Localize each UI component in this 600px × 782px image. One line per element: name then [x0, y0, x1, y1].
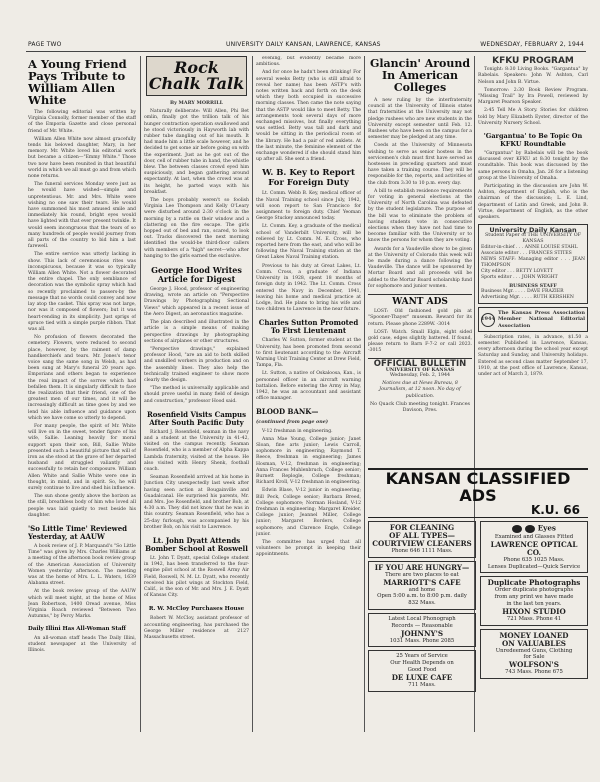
key-para-1: Lt. Comm. Webb B. Key, medical officer of the Naval Training school since July, 1942, will soon report to San Francisco for assignment to foreign duty. Chief Yeoman George Stuckey announced today.	[256, 191, 361, 222]
white-para-2: William Allen White now almost gracefully tends his beloved daughter, Mary, in her memory. Mr. White loved his editorial work but became a citizen—"Emmy White." Those two now have been reunited in that beautiful world in which we all must go and from which none returns.	[28, 136, 136, 180]
white-para-5: No profusion of flowers decorated the cemetery. Flowers, were reduced to second place, however, by the raiment of damp handkerchiefs and tears. Mr. Jones's tenor voice sang the same song in Welsh, as had been sung at Mary's funeral 20 years ago. Emporians and others began to experience the real impact of the sorrow which had befallen them. It is singularly difficult to face the realization that their friend, one of the greatest men of our times, and it will be increasingly difficult as time goes by and we lend his able influence and guidance upon which we have come so utterly to depend.	[28, 335, 136, 421]
mccloy-headline: R. W. McCloy Purchases House	[148, 606, 245, 613]
business-staff-title: BUSINESS STAFF	[509, 283, 557, 290]
column-3	[256, 56, 361, 732]
staff-line-4: City editor . . . BETTY LOVETT	[481, 269, 554, 275]
aauw-para-1: A book review of J. P. Marquand's "So Little Time" was given by Mrs. Charles Williams at a meeting of the afternoon book review group of the American Association of University Women yesterday afternoon. The meeting was at the home of Mrs. L. L. Waters, 1639 Alabama street.	[28, 544, 136, 587]
kfku-para-3: 2:45 Tell Me A Story. Stories for children told by Mary Elizabeth Eyster, director of the University Nursery School.	[478, 108, 588, 126]
blood-bank-continued: (continued from page one)	[256, 419, 329, 426]
ad-hixon-studio: Duplicate Photographs Order duplicate photographs from any print we have made in the last ten years. HIXON STUDIO 721 Mass. Phone 41	[480, 576, 588, 625]
ad-wolfsons: MONEY LOANED ON VALUABLES Unredeemed Guns, Clothing for Sale WOLFSON'S 743 Mass. Phone 675	[480, 629, 588, 679]
rosenfield-para-1: Richard J. Rosenfield, seaman in the navy and a student at the University in 41-42, visited on the campus recently. Seaman Rosenfield, who is a member of Alpha Kappa Lambda fraternity, visited at the house. He also visited with Henry Shenk, football coach.	[144, 429, 249, 472]
want-ads-title: WANT ADS	[368, 294, 472, 306]
key-para-2: Lt. Comm. Key, a graduate of the medical school of Vanderbilt University, will be relieved by Lt. Comm. M. E. Cross, who reported here from the east, and who will be following the Naval Training station at the Great Lakes Naval Training station.	[256, 224, 361, 261]
hood-para-1: George J. Hood, professor of engineering drawing, wrote an article on "Perspective Drawings by Photographing Sectional Views" which appeared in a recent issue of the Aero Digest, an aeronautics magazine.	[144, 287, 249, 317]
bulletin-date: Wednesday, Feb. 2, 1944	[389, 372, 451, 378]
white-tribute-headline: A Young Friend Pays Tribute to William Allen White	[28, 57, 127, 107]
key-para-3: Previous to his duty at Great Lakes, Lt. Comm. Cross, a graduate of Indiana University in 1928, spent 18 months of foreign duty in 1942. The Lt. Comm. Cross entered the Navy in December, 1941, leaving his home and medical practice at Lodge, Ind. He plans to bring his wife and two children to Lawrence in the near future.	[256, 263, 361, 313]
glancin-para-4: Awards for a Vaudeville show to be given at the University of Colorado this week will be made during a dance following the Vaudeville. The dance will be sponsored by Mortar Board and all proceeds will be added to the Mortar Board scholarship fund for sophomore and junior women.	[368, 246, 472, 289]
column-5	[478, 56, 588, 464]
george-hood-headline: George Hood Writes Article for Digest	[151, 265, 242, 285]
hood-para-2: The plan described and illustrated in the article is a simple means of making perspective drawings by photographing sections of airplanes or other structures.	[144, 320, 249, 344]
bulletin-subtitle: UNIVERSITY OF KANSAS	[385, 366, 455, 373]
classified-phone: K.U. 66	[530, 503, 580, 517]
official-bulletin-title: OFFICIAL BULLETIN	[368, 358, 472, 367]
gargantua-para-2: Participating in the discussion are John W. Ashton, department of English, who is the chairman of the discussion; L. E. Lind, department of Latin and Greek, and John B. Virtue, department of English, as the other speakers.	[478, 184, 588, 221]
col3-para-1: evening, but evidently became more ambitious.	[256, 56, 361, 68]
white-para-6: For many people, the spirit of Mr. White will live on in the sweet, tender figure of his wife, Sallie. Leaning heavily for moral support upon their son, Bill, Sallie White presented such a beautiful picture that will of iron as she stood at the grave of her departed husband and struggled valiantly and successfully to retain her composure. William Allen White and Sallie White were one in thought, in mind, and in spirit. So, he will surely continue to live and shed his influence.	[28, 423, 136, 491]
glancin-para-2: Coeds at the University of Minnesota wishing to serve as senior hostess in the servicemen's club must first have served as hostesses in preceding quarters and must have taken a training course. They will be responsible for the, reports, and activities of the club from 3:30 to 10 p.m. every day.	[368, 143, 472, 186]
gargantua-headline: 'Gargantua' to Be Topic On KFKU Roundtable	[483, 132, 583, 148]
sutton-para-1: Charles W. Sutton, former student at the University, has been promoted from second to first lieutenant according to the Aircraft Warning Unit Training Center at Drew Field, Tampa, Fla.	[256, 338, 361, 369]
column-4	[368, 56, 472, 464]
ad-lawrence-optical: Eyes Examined and Glasses Fitted LAWRENCE OPTICAL CO. Phone 635 1025 Mass. Lenses Duplicated—Quick Service	[480, 521, 588, 573]
classified-section	[368, 468, 588, 730]
illini-para-1: An all-woman staff heads The Daily Illini, student newspaper at the University of Illinois.	[28, 635, 136, 654]
classified-header	[368, 468, 588, 518]
staff-line-2: Associate editor . . . FRANCES STITES	[481, 251, 572, 257]
blood-para-2: Anna Mae Young, College junior; Janet Sloan, fine arts junior; Lewis Carroll, sophomore in engineering; Raymond T. Reece, freshman in engineering; James Hosman, V-12, freshman in engineering; Anna Frances Muhlenbruch, College senior; Burnett Replogle, College freshman; Richard Kroll, V-12 freshman in engineering.	[256, 436, 361, 486]
sutton-headline: Charles Sutton Promoted To First Lieutenant	[258, 318, 359, 336]
rosenfield-para-2: Seaman Rosenfield arrived at his home in Junction City unexpectedly last week after having seen action at Bougainville and Guadalcanal. He surprised his parents, Mr. and Mrs. Joe Rosenfield, and brother Bob, at 4:30 a.m. They did not know that he was in this country. Seaman Rosenfield, who has a 25-day furlough, was accompanied by his brother Bob, on his visit to Lawrence.	[144, 475, 249, 530]
kfku-para-1: Tonight: 8:30 Living Books. "Gargantua" by Rabelais. Speakers: John W. Ashton, Carl Nelson and John B. Virtue.	[478, 67, 588, 85]
glancin-para-3: A bill to establish residence requirements for voting in general elections at the University of North Carolina was defeated by the student legislature. The purpose of the bill was to eliminate the problem of having students vote in consecutive elections when they have not had time to become familiar with the University or to know the persons for whom they are voting.	[368, 188, 472, 244]
rock-chalk-talk-title: Rock Chalk Talk	[146, 56, 247, 96]
white-para-3: The funeral services Monday were just as he would have wished—simple and unpretentious. Mr. and Mrs. White were wishing no one saw their tears. He would have summoned his most amused smile and immediately his round, bright eyes would have lighted with that ever present twinkle. It would seem incongruous that the tears of so many hundreds of people would journey from all parts of the country to bid him a last farewell.	[28, 182, 136, 250]
blood-bank-headline: BLOOD BANK—	[256, 407, 319, 417]
rosenfield-headline: Rosenfield Visits Campus After South Pacific Duty	[146, 409, 247, 427]
blood-para-3: Edwin Blase, V-12 junior in engineering; Bill Peck, College senior; Barbara Breed, College sophomore; Norman Hosland, V-12 freshman in engineering; Margaret Kreider, College junior; Jeannel Miller, College junior; Margaret Borders, College sophomore; and Clarence Engle, College junior.	[256, 488, 361, 537]
rct-para-2: The boys probably weren't so foolish Virginia Lee Thompson and Kelly O'Leary were disturbed around 2:30 o'clock in the morning by a rattle on their window and a clattering on the fire escape. The girls hopped out of bed and ran, scared, to look out. Tracks discovered the next morning identified the would-be third-floor callers with members of a "high" secret—who after hanging to the girls earned the exclusive.	[144, 198, 249, 259]
gargantua-para-1: "Gargantua" by Rabelais will be the book discussed over KFKU at 8:30 tonight by the roundtable. This book was discussed by the same persons in Omaha, Jan. 26 for a listening group at the University of Omaha.	[478, 151, 588, 181]
column-2	[144, 56, 249, 732]
blood-para-1: V-12 freshman in engineering.	[262, 428, 333, 434]
staff-line-5: Sports editor . . . JOHN WRIGHT	[481, 275, 558, 281]
ad-marriotts-cafe: IF YOU ARE HUNGRY— There are two places to eat MARRIOTT'S CAFE and home Open 5:00 a.m. to 8:00 p.m. daily 832 Mass.	[368, 561, 476, 610]
white-para-7: The sun shone gently above the horizon as the still, breathless body of him who loved all people was laid quietly to rest beside his daughter.	[28, 494, 136, 518]
hood-para-3: "Perspective drawings," explained professor Hood, "are an aid to both skilled and unskilled workers in production and on the assembly lines. They also help the technically trained engineer to show more clearly the design.	[144, 346, 249, 383]
classified-title: KANSAN CLASSIFIED ADS	[385, 469, 571, 505]
dyatt-para-1: Lt. John T. Dyatt, special College student in 1942, has been transferred to the four-engine pilot school at the Roswell Army Air Field, Roswell, N. M. Lt. Dyatt, who recently received his pilot wings at Stockton Field, Calif., is the son of Mr. and Mrs. J. E. Dyatt of Kansas City.	[144, 555, 249, 599]
classified-left-column	[368, 521, 476, 695]
masthead-box	[478, 224, 588, 304]
udk-title: University Daily Kansan	[489, 226, 577, 235]
sutton-para-2: Lt. Sutton, a native of Oskaloosa, Kan., is personnel officer in an aircraft warning battalion. Before entering the Army in May, 1942, he was an accountant and assistant office manager.	[256, 371, 361, 402]
staff-line-3: NEWS STAFF: Managing editor . . . JEAN THOMPSON	[481, 257, 585, 269]
so-little-time-headline: 'So Little Time' Reviewed Yesterday, at AAUW	[28, 524, 128, 541]
hood-para-4: "The method is universally applicable and should prove useful in many field of design and construction," professor Hood said.	[144, 386, 249, 404]
badge-text: The Kansas Press Association Member National Editorial Association	[498, 310, 585, 329]
subscription-info: Subscription rates, in advance, $1.50 a semester. Published in Lawrence, Kansas, every afternoon during the school year except Saturday and Sunday, and University holidays. Entered as second class matter September 17, 1910, at the post office of Lawrence, Kansas, under act of March 3, 1879.	[478, 334, 588, 378]
ad-de-luxe-cafe: 25 Years of Service Our Health Depends on Good Food DE LUXE CAFE 711 Mass.	[368, 650, 476, 691]
business-line-1: Business Mgr. . . . . DAVE FRAZIER	[481, 289, 564, 295]
page-number: PAGE TWO	[28, 41, 62, 48]
eyes-icon	[512, 524, 536, 534]
page-header	[26, 40, 586, 52]
rock-chalk-byline: By MARY MORRILL	[170, 100, 223, 106]
col3-para-2: And for once he hadn't been drinking! For several weeks Betty (who is still afraid to reveal her name) has been ASTP's with notes written back and forth on the desk which they both occupied in successive morning classes. Then came the note saying that the ASTP would like to meet Betty. The arrangements took several days of more exchanged missives, but finally everything was settled. Betty was tall and dark and would be sitting in the periodical room of the library. He had a pair of red anklets. At the last minute, the feminine element of the exchange wondered if she should stand him up after all. She sent a friend.	[256, 70, 361, 163]
glancin-para-1: A new ruling by the interfraternity council at the University of Illinois states that fraternities at the University may not pledge rushees who are new students in the University except semester until Feb. 12. Rushees who have been on the campus for a semester may be pledged at any time.	[368, 98, 472, 141]
want-ad-2: LOST: Watch. Small Elgin, eight sided gold case, edges slightly battered. If found, please return to Barn F-7-2 or call 2023. -3015	[368, 329, 472, 354]
blood-para-4: The committee has urged that all volunteers be prompt in keeping their appointments.	[256, 540, 361, 558]
white-para-1: The following editorial was written by Virginia Connolly, former member of the staff of the Emporia Gazette and close personal friend of Mr. White.	[28, 110, 136, 134]
badge-seal-icon: 1944	[481, 313, 495, 327]
bulletin-note: Notices due at News Bureau, 8 Journalism, at 12 noon. No day of publication.	[379, 381, 461, 399]
udk-subtitle: Student Paper of THE UNIVERSITY OF KANSAS	[485, 233, 581, 245]
bulletin-item: No Quack Club meeting tonight. Frances Davison, Pres.	[369, 401, 470, 413]
dyatt-headline: Lt. John Dyatt Attends Bomber School at Roswell	[145, 535, 248, 553]
classified-right-column	[480, 521, 588, 695]
press-association-badge	[478, 307, 588, 332]
column-1	[28, 56, 136, 732]
paper-name: UNIVERSITY DAILY KANSAN, LAWRENCE, KANSAS	[226, 41, 381, 48]
business-line-2: Advertising Mgr. . . . . RUTH KERSHEN	[481, 295, 574, 301]
mccloy-para-1: Robert W. McCloy, assistant professor of accounting engineering, has purchased the George Miller residence at 2127 Massachusetts street.	[144, 616, 249, 641]
ad-courtview-cleaners: FOR CLEANING OF ALL TYPES— COURTVIEW CLEANERS Phone 646 1111 Mass.	[368, 521, 476, 558]
aauw-para-2: At the book review group of the AAUW which will meet night, at the home of Miss Jean Robertson, 1400 Oread avenue, Miss Virginia Roach reviewed "Between Two Autumns," by Percy Marks.	[28, 589, 136, 620]
daily-illini-headline: Daily Illini Has All-Woman Staff	[28, 626, 126, 633]
want-ad-1: LOST: Old fashioned gold pin at "Spooner-Thayer" museum. Reward for its return. Please phone 2289W. -3014	[368, 309, 472, 327]
ad-johnnys-records: Latest Local Phonograph Records — Reasonable JOHNNY'S 1031 Mass. Phone 2085	[368, 613, 476, 647]
staff-line-1: Editor-in-chief . . . ANNE LOUISE STAHL	[481, 245, 578, 251]
kfku-para-2: Tomorrow: 2:30 Book Review Program. "Missing Trail" by Ira Powell, reviewed by Margaret Pearson Speaker.	[478, 87, 588, 106]
key-foreign-duty-headline: W. B. Key to Report For Foreign Duty	[262, 168, 355, 188]
glancin-around-headline: Glancin' Around In American Colleges	[369, 57, 471, 94]
rct-para-1: Naturally deliberate: Will Allen, Phi Bet omlin, finally got the trillion talk of his hunger contraction operation swallowed and he stood victoriously in Hayworth lab with rubber tube dangling out of his mouth. It had made him a little scale however, and he decided to get some air before going on with the experiment. Just as he got out of the door, cell of rubber tube in hand, the whistle blew. The between classes crowd eyed him suspiciously, and began gathering around expectantly. At last, when the crowd was at its height, he parted ways with his breakfast.	[144, 109, 249, 195]
issue-date: WEDNESDAY, FEBRUARY 2, 1944	[480, 41, 584, 48]
white-para-4: The entire service was utterly lacking in show. This lack of ceremonious rites was inconspicuous, because it was so typically William Allen White. Not a flower decorated the entire chapel. The only semblance of decoration was the symbolic spray which had so recently proclaimed to passers-by the message that no words could convey and now lay atop the casket. This spray was not large, nor was it composed of flowers; but it was heart-rending in its simplicity. Just sprigs of spruce tied with a simple purple ribbon. That was all.	[28, 252, 136, 332]
kfku-program-title: KFKU PROGRAM	[492, 56, 574, 66]
